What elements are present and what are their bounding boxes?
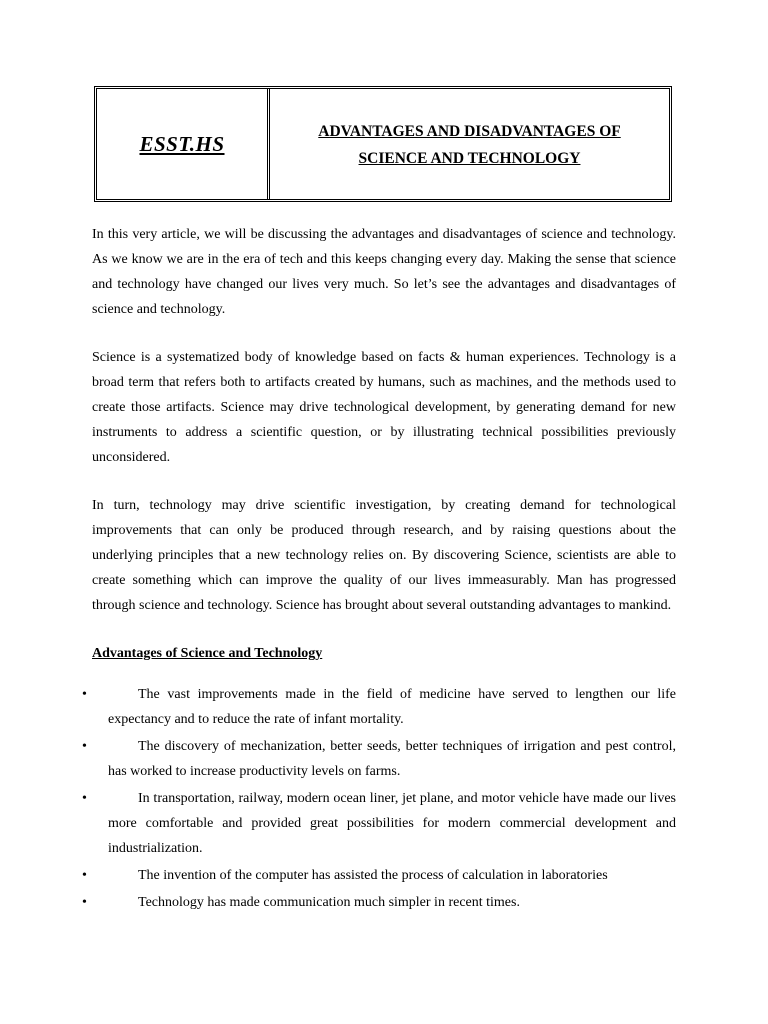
brand-label: ESST.HS xyxy=(139,131,225,156)
bullet-icon: • xyxy=(82,868,87,883)
list-item xyxy=(82,786,676,861)
list-item xyxy=(82,682,676,732)
list-item-text: The invention of the computer has assisted the process of calculation in laboratories xyxy=(138,868,608,883)
paragraph-intro: In this very article, we will be discussing the advantages and disadvantages of science and technology. As we know we are in the era of tech and this keeps changing every day. Making the sense that science and technology have changed our lives very much. So let’s see the advantages and disadvantages of science and technology. xyxy=(92,227,676,317)
list-item xyxy=(82,863,676,888)
advantages-list xyxy=(82,682,676,915)
list-item xyxy=(82,890,676,915)
list-item-text: The vast improvements made in the field of medicine have served to lengthen our life expectancy and to reduce the rate of infant mortality. xyxy=(108,687,676,727)
list-item-text: The discovery of mechanization, better seeds, better techniques of irrigation and pest control, has worked to increase productivity levels on farms. xyxy=(108,739,676,779)
bullet-icon: • xyxy=(82,791,87,806)
paragraph-definition: Science is a systematized body of knowledge based on facts & human experiences. Technology is a broad term that refers both to artifacts created by humans, such as machines, and the methods used to create those artifacts. Science may drive technological development, by generating demand for new instruments to address a scientific question, or by illustrating technical possibilities previously unconsidered. xyxy=(92,350,676,465)
header-title-cell xyxy=(270,89,669,199)
list-item xyxy=(82,734,676,784)
advantages-heading: Advantages of Science and Technology xyxy=(92,646,323,661)
bullet-icon: • xyxy=(82,895,87,910)
title-line-2: SCIENCE AND TECHNOLOGY xyxy=(358,150,581,167)
header-brand-cell xyxy=(97,89,270,199)
article-body xyxy=(82,222,676,917)
bullet-icon: • xyxy=(82,687,87,702)
bullet-icon: • xyxy=(82,739,87,754)
header-box xyxy=(94,86,672,202)
title-line-1: ADVANTAGES AND DISADVANTAGES OF xyxy=(318,123,621,140)
document-title xyxy=(318,118,620,172)
list-item-text: Technology has made communication much simpler in recent times. xyxy=(138,895,520,910)
paragraph-interaction: In turn, technology may drive scientific investigation, by creating demand for technological improvements that can only be produced through research, and by raising questions about the underlying principles that a new technology relies on. By discovering Science, scientists are able to create something which can improve the quality of our lives immeasurably. Man has progressed through science and technology. Science has brought about several outstanding advantages to mankind. xyxy=(92,498,676,613)
list-item-text: In transportation, railway, modern ocean liner, jet plane, and motor vehicle have made our lives more comfortable and provided great possibilities for modern commercial development and industrialization. xyxy=(108,791,676,856)
